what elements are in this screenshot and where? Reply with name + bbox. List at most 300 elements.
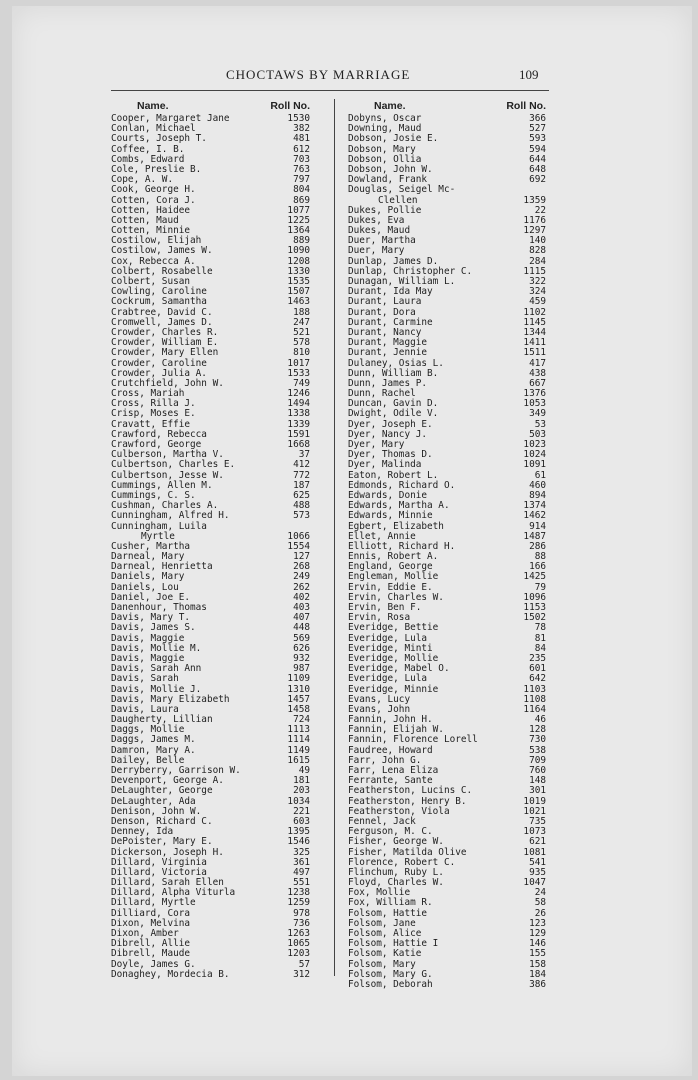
entry-name: Folsom, Mary G.	[348, 968, 433, 980]
entry-roll-number: 1535	[287, 276, 310, 287]
name-heading: Name.	[374, 100, 406, 112]
entry-roll-number: 521	[293, 326, 310, 338]
entry-roll-number: 188	[293, 306, 310, 318]
entry-name: Fox, William R.	[348, 897, 433, 909]
entry-name: Cole, Preslie B.	[111, 163, 202, 175]
entry-roll-number: 235	[529, 652, 546, 664]
entry-roll-number: 1462	[523, 510, 546, 522]
entry-roll-number: 58	[534, 897, 546, 909]
entry-name: Dyer, Joseph E.	[348, 418, 433, 430]
entry-name: Dyer, Malinda	[348, 459, 422, 471]
entry-name: Eaton, Robert L.	[348, 469, 439, 481]
entry-name: Cotten, Cora J.	[111, 194, 196, 206]
entry-name: Durant, Carmine	[348, 316, 433, 328]
entry-name: Fannin, Elijah W.	[348, 724, 444, 736]
entry-name: Dobson, Josie E.	[348, 133, 439, 145]
list-item	[348, 674, 546, 684]
entry-roll-number: 1259	[287, 897, 310, 909]
entry-name: Davis, Sarah	[111, 673, 179, 685]
entry-roll-number: 84	[534, 642, 546, 654]
entry-roll-number: 889	[293, 235, 310, 247]
entry-roll-number: 1546	[287, 836, 310, 848]
entry-roll-number: 203	[293, 785, 310, 797]
entry-name: Daniels, Mary	[111, 571, 185, 583]
entry-roll-number: 709	[529, 754, 546, 766]
entry-roll-number: 642	[529, 673, 546, 685]
entry-name: Duncan, Gavin D.	[348, 398, 439, 410]
entry-name: Fannin, John H.	[348, 714, 433, 726]
entry-name: Davis, Mollie J.	[111, 683, 202, 695]
list-item	[111, 970, 310, 980]
entry-name: Cox, Rebecca A.	[111, 255, 196, 267]
entry-roll-number: 221	[293, 805, 310, 817]
entry-roll-number: 1108	[523, 693, 546, 705]
entry-name: Crabtree, David C.	[111, 306, 213, 318]
entry-roll-number: 129	[529, 928, 546, 939]
entry-roll-number: 932	[293, 652, 310, 664]
entry-name: Davis, Mollie M.	[111, 642, 202, 654]
entry-roll-number: 322	[529, 276, 546, 287]
entry-roll-number: 551	[293, 877, 310, 889]
entry-name: Dowland, Frank	[348, 174, 428, 186]
entry-roll-number: 1457	[287, 693, 310, 705]
entry-roll-number: 1530	[287, 113, 310, 124]
entry-roll-number: 438	[529, 367, 546, 379]
entry-roll-number: 1238	[287, 887, 310, 899]
entry-roll-number: 81	[534, 632, 546, 644]
entry-name: Flinchum, Ruby L.	[348, 866, 444, 878]
entry-roll-number: 594	[529, 143, 546, 155]
entry-roll-number: 123	[529, 917, 546, 929]
entry-name: Floyd, Charles W.	[348, 877, 444, 889]
entry-name: Ervin, Ben F.	[348, 602, 422, 613]
entry-name: Dillard, Virginia	[111, 856, 207, 868]
entry-name: Daugherty, Lillian	[111, 714, 213, 726]
entry-roll-number: 88	[534, 551, 546, 563]
entry-name: Davis, James S.	[111, 622, 196, 634]
entry-name: Daniels, Lou	[111, 581, 179, 593]
entry-roll-number: 810	[293, 347, 310, 359]
page-number: 109	[519, 67, 539, 82]
entry-roll-number: 1668	[287, 439, 310, 450]
right-column-header	[348, 100, 546, 114]
entry-name: Davis, Mary Elizabeth	[111, 693, 230, 705]
entry-name: Duer, Mary	[348, 245, 405, 257]
entry-name: Conlan, Michael	[111, 123, 196, 135]
entry-name: Durant, Nancy	[348, 326, 422, 338]
entry-name: Denson, Richard C.	[111, 815, 213, 827]
name-heading: Name.	[137, 100, 169, 112]
entry-name: Dobson, John W.	[348, 163, 433, 175]
entry-name: Durant, Maggie	[348, 337, 428, 349]
entry-name: Culberson, Martha V.	[111, 449, 224, 461]
list-item	[348, 185, 546, 195]
entry-name: Crawford, George	[111, 439, 202, 450]
entry-roll-number: 1065	[287, 938, 310, 950]
header-rule	[111, 90, 549, 91]
entry-roll-number: 49	[298, 765, 310, 776]
entry-roll-number: 349	[529, 408, 546, 420]
entry-name: Farr, John G.	[348, 754, 422, 766]
list-item	[111, 348, 310, 358]
entry-roll-number: 1511	[523, 347, 546, 359]
entry-name: Downing, Maud	[348, 123, 422, 135]
list-item	[111, 185, 310, 195]
entry-roll-number: 148	[529, 775, 546, 787]
entry-name: England, George	[348, 561, 433, 573]
entry-roll-number: 1411	[523, 337, 546, 349]
entry-roll-number: 24	[534, 887, 546, 899]
entry-roll-number: 1091	[523, 459, 546, 471]
entry-name: Cotten, Maud	[111, 214, 179, 226]
entry-name: Edwards, Minnie	[348, 510, 433, 522]
entry-name: Myrtle	[141, 530, 175, 542]
entry-roll-number: 1208	[287, 255, 310, 267]
entry-name: Fennel, Jack	[348, 815, 416, 827]
entry-roll-number: 894	[529, 489, 546, 501]
entry-roll-number: 460	[529, 479, 546, 491]
entry-name: Dunlap, James D.	[348, 255, 439, 267]
entry-name: Cunningham, Alfred H.	[111, 510, 230, 522]
entry-roll-number: 1023	[523, 439, 546, 450]
entry-name: Davis, Mary T.	[111, 612, 191, 624]
entry-roll-number: 978	[293, 907, 310, 919]
entry-name: Crowder, William E.	[111, 337, 219, 349]
entry-roll-number: 22	[534, 204, 546, 216]
entry-name: Crowder, Caroline	[111, 357, 207, 369]
entry-name: Featherston, Viola	[348, 805, 450, 817]
entry-roll-number: 407	[293, 612, 310, 624]
entry-roll-number: 262	[293, 581, 310, 593]
entry-roll-number: 1374	[523, 500, 546, 512]
entry-roll-number: 569	[293, 632, 310, 644]
entry-name: Dukes, Eva	[348, 214, 405, 226]
entry-roll-number: 1502	[523, 612, 546, 624]
entry-name: Derryberry, Garrison W.	[111, 765, 241, 776]
entry-name: Donaghey, Mordecia B.	[111, 968, 230, 980]
entry-roll-number: 412	[293, 459, 310, 471]
entry-name: Cook, George H.	[111, 184, 196, 196]
entry-roll-number: 692	[529, 174, 546, 186]
entry-roll-number: 603	[293, 815, 310, 827]
entry-roll-number: 325	[293, 846, 310, 858]
entry-roll-number: 1019	[523, 795, 546, 807]
entry-roll-number: 1344	[523, 326, 546, 338]
entry-roll-number: 1376	[523, 388, 546, 400]
entry-name: Danenhour, Thomas	[111, 602, 207, 613]
entry-name: Courts, Joseph T.	[111, 133, 207, 145]
entry-roll-number: 1359	[523, 194, 546, 206]
list-item	[348, 511, 546, 521]
entry-roll-number: 1338	[287, 408, 310, 420]
right-entry-list	[348, 114, 546, 990]
entry-roll-number: 578	[293, 337, 310, 349]
column-divider	[334, 99, 335, 976]
entry-name: Folsom, Katie	[348, 948, 422, 960]
entry-roll-number: 382	[293, 123, 310, 135]
entry-roll-number: 1017	[287, 357, 310, 369]
entry-roll-number: 1507	[287, 286, 310, 298]
entry-roll-number: 78	[534, 622, 546, 634]
entry-roll-number: 1297	[523, 225, 546, 237]
left-column-header	[111, 100, 310, 114]
entry-name: Cotten, Minnie	[111, 225, 191, 237]
entry-name: Combs, Edward	[111, 153, 185, 165]
entry-name: Dunagan, William L.	[348, 276, 456, 287]
entry-name: Dunlap, Christopher C.	[348, 265, 473, 277]
entry-roll-number: 703	[293, 153, 310, 165]
entry-roll-number: 621	[529, 836, 546, 848]
entry-roll-number: 735	[529, 815, 546, 827]
entry-roll-number: 1176	[523, 214, 546, 226]
entry-name: Denison, John W.	[111, 805, 202, 817]
entry-roll-number: 1164	[523, 703, 546, 715]
entry-roll-number: 1073	[523, 826, 546, 838]
entry-name: Crutchfield, John W.	[111, 377, 224, 389]
entry-name: Darneal, Henrietta	[111, 561, 213, 573]
entry-roll-number: 1487	[523, 530, 546, 542]
entry-roll-number: 1149	[287, 744, 310, 756]
entry-name: Crowder, Mary Ellen	[111, 347, 219, 359]
entry-name: Dobson, Ollia	[348, 153, 422, 165]
entry-roll-number: 736	[293, 917, 310, 929]
entry-roll-number: 361	[293, 856, 310, 868]
entry-name: Folsom, Hattie I	[348, 938, 439, 950]
entry-roll-number: 1533	[287, 367, 310, 379]
entry-name: Dwight, Odile V.	[348, 408, 439, 420]
entry-name: Fisher, George W.	[348, 836, 444, 848]
entry-name: Featherston, Henry B.	[348, 795, 467, 807]
left-column	[111, 100, 310, 980]
entry-name: Durant, Ida May	[348, 286, 433, 298]
entry-name: Clellen	[378, 194, 418, 206]
entry-name: Davis, Laura	[111, 703, 179, 715]
entry-name: Everidge, Lula	[348, 632, 428, 644]
entry-name: Cope, A. W.	[111, 174, 174, 186]
entry-roll-number: 1047	[523, 877, 546, 889]
entry-name: Ennis, Robert A.	[348, 551, 439, 563]
entry-name: Daggs, Mollie	[111, 724, 185, 736]
entry-roll-number: 37	[298, 449, 310, 461]
entry-name: Dyer, Mary	[348, 439, 405, 450]
entry-roll-number: 79	[534, 581, 546, 593]
entry-name: Ferrante, Sante	[348, 775, 433, 787]
entry-name: Cross, Rilla J.	[111, 398, 196, 410]
entry-roll-number: 573	[293, 510, 310, 522]
entry-name: Dobson, Mary	[348, 143, 416, 155]
entry-roll-number: 1246	[287, 388, 310, 400]
entry-roll-number: 804	[293, 184, 310, 196]
entry-name: Coffee, I. B.	[111, 143, 185, 155]
entry-roll-number: 1024	[523, 449, 546, 461]
entry-name: Dulaney, Osias L.	[348, 357, 444, 369]
entry-roll-number: 488	[293, 500, 310, 512]
entry-roll-number: 503	[529, 428, 546, 440]
entry-name: Cockrum, Samantha	[111, 296, 207, 308]
entry-name: Daggs, James M.	[111, 734, 196, 746]
entry-roll-number: 1066	[287, 530, 310, 542]
roll-heading: Roll No.	[270, 100, 310, 112]
entry-roll-number: 497	[293, 866, 310, 878]
entry-roll-number: 1330	[287, 265, 310, 277]
entry-name: Crisp, Moses E.	[111, 408, 196, 420]
entry-name: Ervin, Eddie E.	[348, 581, 433, 593]
entry-roll-number: 166	[529, 561, 546, 573]
entry-name: Fannin, Florence Lorell	[348, 734, 478, 746]
entry-roll-number: 1364	[287, 225, 310, 237]
entry-roll-number: 366	[529, 113, 546, 124]
entry-name: Cushman, Charles A.	[111, 500, 219, 512]
entry-roll-number: 1203	[287, 948, 310, 960]
entry-name: Dyer, Thomas D.	[348, 449, 433, 461]
entry-roll-number: 1077	[287, 204, 310, 216]
entry-name: Devenport, George A.	[111, 775, 224, 787]
entry-roll-number: 730	[529, 734, 546, 746]
entry-roll-number: 1463	[287, 296, 310, 308]
entry-name: Egbert, Elizabeth	[348, 520, 444, 532]
entry-roll-number: 386	[529, 978, 546, 990]
right-column	[348, 100, 546, 990]
entry-name: Edmonds, Richard O.	[348, 479, 456, 491]
entry-name: Denney, Ida	[111, 826, 174, 838]
entry-name: Dukes, Pollie	[348, 204, 422, 216]
entry-name: Crawford, Rebecca	[111, 428, 207, 440]
entry-roll-number: 1425	[523, 571, 546, 583]
entry-name: Faudree, Howard	[348, 744, 433, 756]
entry-name: Dillard, Myrtle	[111, 897, 196, 909]
entry-name: Dickerson, Joseph H.	[111, 846, 224, 858]
entry-name: Folsom, Mary	[348, 958, 416, 970]
entry-name: Culbertson, Jesse W.	[111, 469, 224, 481]
entry-name: Davis, Sarah Ann	[111, 663, 202, 675]
entry-roll-number: 1115	[523, 265, 546, 277]
entry-roll-number: 593	[529, 133, 546, 145]
entry-name: Cotten, Haidee	[111, 204, 191, 216]
entry-roll-number: 1153	[523, 602, 546, 613]
entry-roll-number: 667	[529, 377, 546, 389]
entry-name: Dillard, Alpha Viturla	[111, 887, 236, 899]
entry-roll-number: 448	[293, 622, 310, 634]
entry-roll-number: 128	[529, 724, 546, 736]
entry-name: Davis, Maggie	[111, 652, 185, 664]
entry-roll-number: 935	[529, 866, 546, 878]
entry-roll-number: 1102	[523, 306, 546, 318]
entry-roll-number: 403	[293, 602, 310, 613]
entry-name: Crowder, Charles R.	[111, 326, 219, 338]
entry-roll-number: 53	[534, 418, 546, 430]
entry-roll-number: 763	[293, 163, 310, 175]
entry-name: Fisher, Matilda Olive	[348, 846, 467, 858]
entry-name: Dunn, James P.	[348, 377, 428, 389]
entry-name: Folsom, Alice	[348, 928, 422, 939]
left-entry-list	[111, 114, 310, 980]
entry-roll-number: 625	[293, 489, 310, 501]
entry-name: Folsom, Jane	[348, 917, 416, 929]
entry-roll-number: 1113	[287, 724, 310, 736]
entry-name: Cooper, Margaret Jane	[111, 113, 230, 124]
entry-roll-number: 760	[529, 765, 546, 776]
entry-name: Ervin, Charles W.	[348, 591, 444, 603]
entry-roll-number: 1458	[287, 703, 310, 715]
entry-roll-number: 601	[529, 663, 546, 675]
entry-roll-number: 61	[534, 469, 546, 481]
entry-name: Everidge, Minnie	[348, 683, 439, 695]
page-header-title: CHOCTAWS BY MARRIAGE	[226, 67, 411, 82]
entry-roll-number: 146	[529, 938, 546, 950]
entry-roll-number: 749	[293, 377, 310, 389]
entry-roll-number: 324	[529, 286, 546, 298]
list-item	[348, 348, 546, 358]
entry-name: Damron, Mary A.	[111, 744, 196, 756]
entry-name: Featherston, Lucins C.	[348, 785, 473, 797]
entry-name: Cowling, Caroline	[111, 286, 207, 298]
entry-name: Cusher, Martha	[111, 540, 191, 552]
entry-roll-number: 46	[534, 714, 546, 726]
entry-name: Ellet, Annie	[348, 530, 416, 542]
entry-roll-number: 181	[293, 775, 310, 787]
entry-roll-number: 1034	[287, 795, 310, 807]
entry-name: Davis, Maggie	[111, 632, 185, 644]
entry-roll-number: 644	[529, 153, 546, 165]
list-item	[348, 980, 546, 990]
entry-name: Everidge, Mabel O.	[348, 663, 450, 675]
entry-name: Colbert, Rosabelle	[111, 265, 213, 277]
entry-roll-number: 1263	[287, 928, 310, 939]
entry-roll-number: 1554	[287, 540, 310, 552]
entry-name: Dibrell, Allie	[111, 938, 191, 950]
entry-name: DePoister, Mary E.	[111, 836, 213, 848]
entry-roll-number: 1081	[523, 846, 546, 858]
entry-name: Dukes, Maud	[348, 225, 411, 237]
entry-roll-number: 1096	[523, 591, 546, 603]
entry-roll-number: 772	[293, 469, 310, 481]
entry-name: Darneal, Mary	[111, 551, 185, 563]
entry-roll-number: 541	[529, 856, 546, 868]
entry-name: Dyer, Nancy J.	[348, 428, 428, 440]
entry-roll-number: 648	[529, 163, 546, 175]
entry-name: DeLaughter, Ada	[111, 795, 196, 807]
entry-roll-number: 1090	[287, 245, 310, 257]
entry-name: Doyle, James G.	[111, 958, 196, 970]
entry-name: Dillard, Sarah Ellen	[111, 877, 224, 889]
entry-roll-number: 284	[529, 255, 546, 267]
entry-name: Everidge, Lula	[348, 673, 428, 685]
entry-name: Douglas, Seigel Mc-	[348, 184, 456, 196]
entry-roll-number: 1103	[523, 683, 546, 695]
entry-roll-number: 57	[298, 958, 310, 970]
entry-roll-number: 155	[529, 948, 546, 960]
entry-roll-number: 417	[529, 357, 546, 369]
entry-name: Colbert, Susan	[111, 276, 191, 287]
entry-name: Ferguson, M. C.	[348, 826, 433, 838]
entry-roll-number: 301	[529, 785, 546, 797]
entry-roll-number: 1109	[287, 673, 310, 685]
entry-name: Durant, Dora	[348, 306, 416, 318]
entry-roll-number: 987	[293, 663, 310, 675]
entry-name: Durant, Jennie	[348, 347, 428, 359]
entry-roll-number: 869	[293, 194, 310, 206]
entry-roll-number: 312	[293, 968, 310, 980]
entry-roll-number: 1145	[523, 316, 546, 328]
entry-name: Everidge, Bettie	[348, 622, 439, 634]
entry-name: Daniel, Joe E.	[111, 591, 191, 603]
entry-name: Costilow, James W.	[111, 245, 213, 257]
entry-roll-number: 724	[293, 714, 310, 726]
entry-roll-number: 1021	[523, 805, 546, 817]
entry-name: Dunn, William B.	[348, 367, 439, 379]
entry-roll-number: 247	[293, 316, 310, 328]
entry-roll-number: 797	[293, 174, 310, 186]
